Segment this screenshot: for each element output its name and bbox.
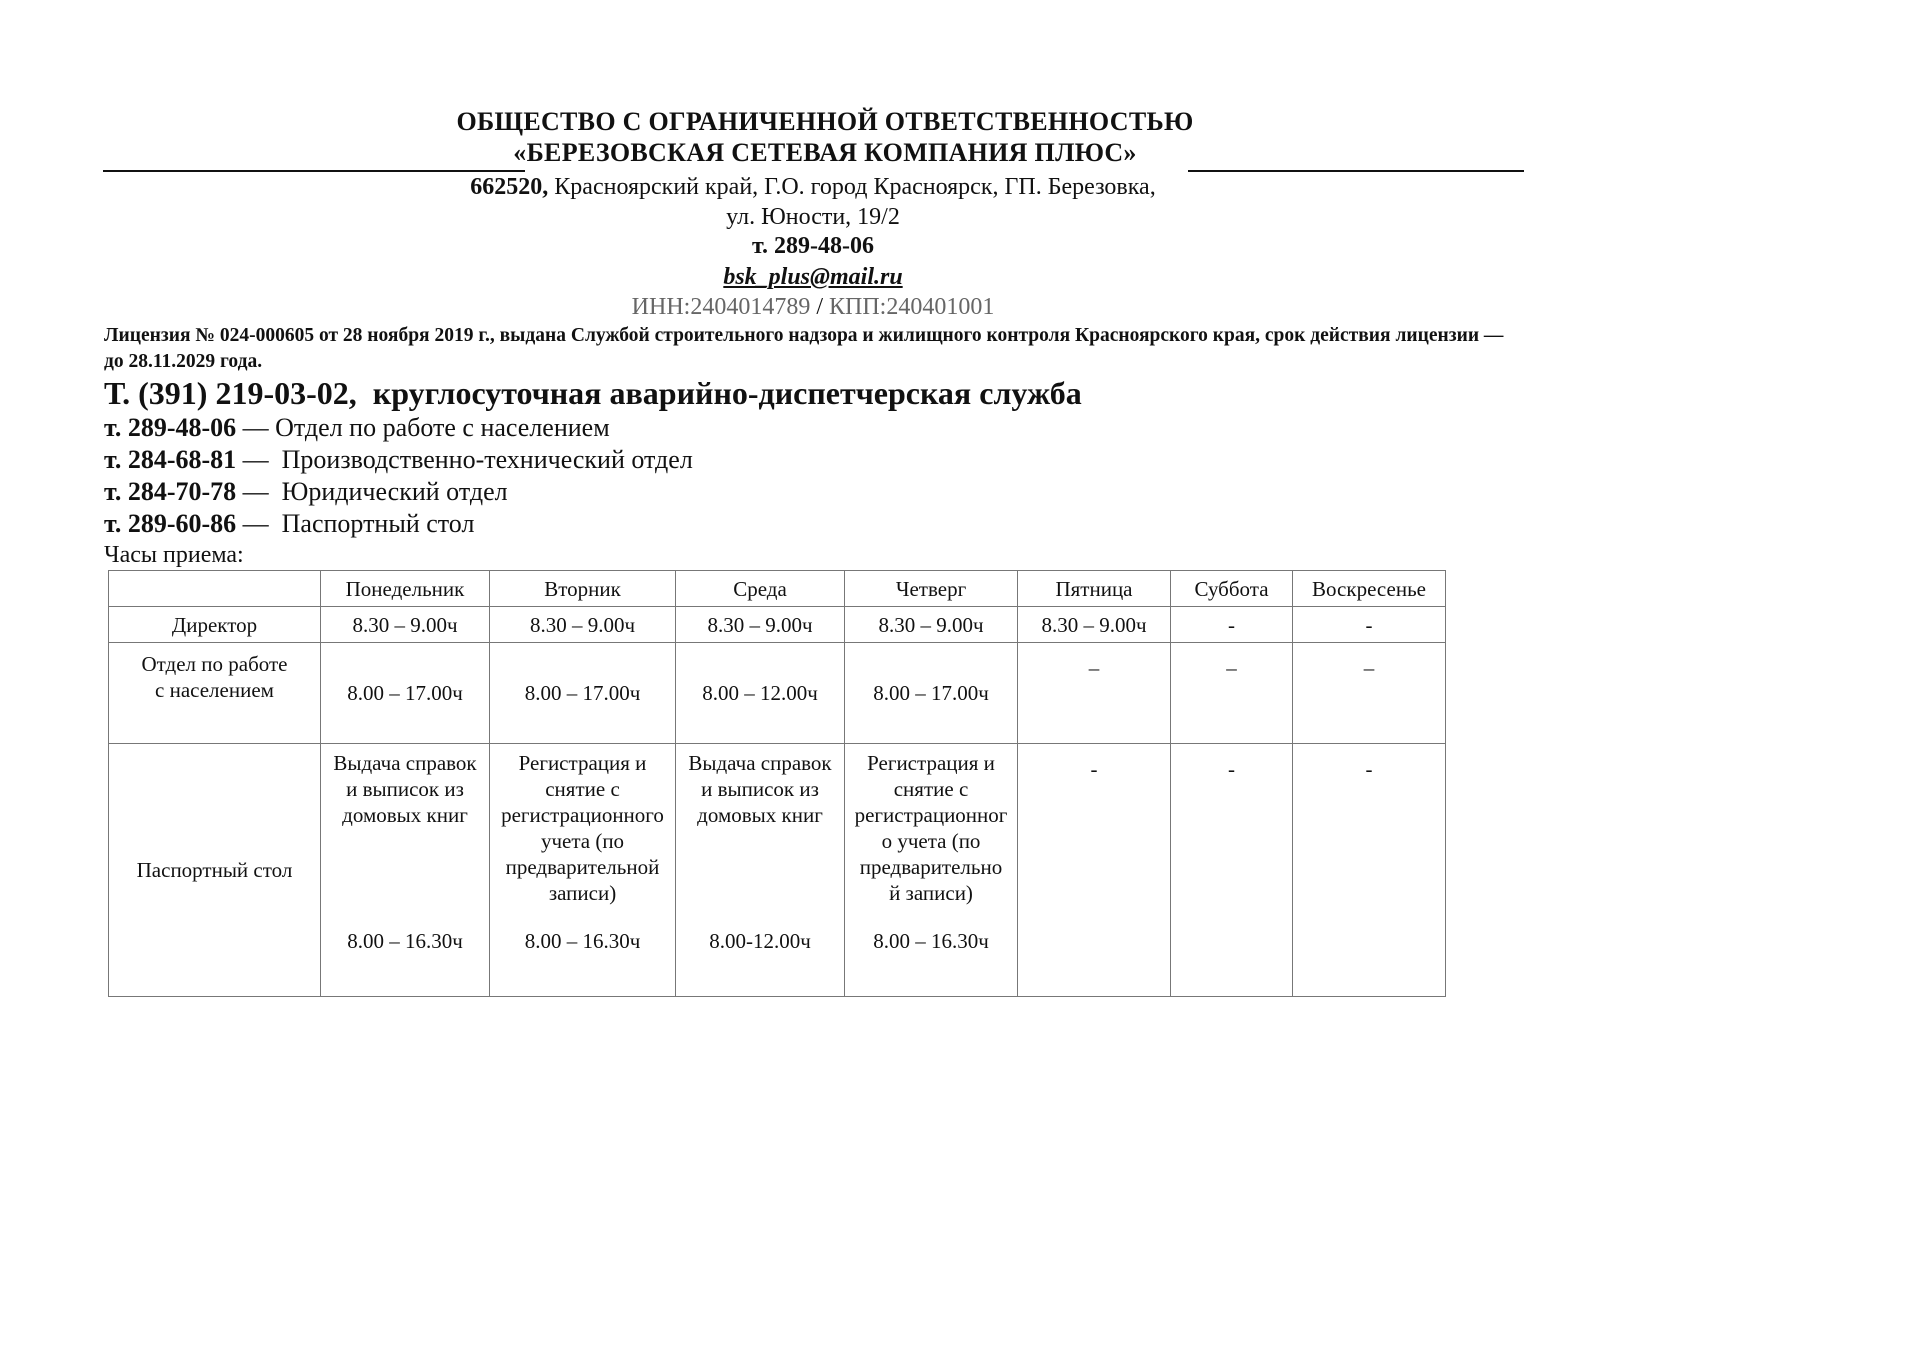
day-header: Понедельник: [321, 571, 490, 607]
cell-line: домовых книг: [697, 803, 823, 827]
cell-line: и выписок из: [346, 777, 464, 801]
inn-kpp-separator: /: [810, 294, 829, 320]
address-rest: Красноярский край, Г.О. город Красноярск, ГП. Березовка,: [548, 174, 1156, 200]
table-cell: 8.30 – 9.00ч: [845, 607, 1018, 643]
phone-number: т. 284-70-78: [104, 477, 237, 506]
address-line-1: [330, 172, 1296, 202]
row-label: Директор: [109, 607, 321, 643]
header-empty-cell: [109, 571, 321, 607]
phone-row: [104, 412, 610, 444]
schedule-table: [108, 570, 1446, 997]
table-row-passport: [109, 744, 1446, 997]
cell-line: записи): [548, 881, 617, 905]
cell-line: й записи): [889, 881, 973, 905]
table-cell: [676, 744, 845, 997]
table-cell: 8.30 – 9.00ч: [490, 607, 676, 643]
phone-dash: —: [236, 509, 282, 538]
table-cell: 8.30 – 9.00ч: [321, 607, 490, 643]
phone-label: Паспортный стол: [281, 509, 475, 538]
license-text: Лицензия № 024-000605 от 28 ноября 2019 г., выдана Службой строительного надзора и жилищного контроля Красноярского края, срок действия лицензии — до 28.11.2029 года.: [104, 325, 1504, 372]
day-header: Пятница: [1018, 571, 1171, 607]
org-name-line-2: «БЕРЕЗОВСКАЯ СЕТЕВАЯ КОМПАНИЯ ПЛЮС»: [513, 138, 1137, 167]
cell-time: 8.00-12.00ч: [709, 929, 811, 953]
org-name-line-1: ОБЩЕСТВО С ОГРАНИЧЕННОЙ ОТВЕТСТВЕННОСТЬЮ: [456, 107, 1194, 136]
table-cell: 8.30 – 9.00ч: [676, 607, 845, 643]
table-cell: -: [1293, 744, 1446, 997]
phone-label: Производственно-технический отдел: [281, 445, 693, 474]
phone-row: [104, 476, 508, 508]
postcode: 662520,: [470, 174, 549, 200]
table-cell: -: [1018, 744, 1171, 997]
cell-line: снятие с: [545, 777, 620, 801]
cell-time: 8.00 – 16.30ч: [873, 929, 989, 953]
table-cell: –: [1293, 643, 1446, 744]
table-cell: [845, 744, 1018, 997]
table-cell: –: [1018, 643, 1171, 744]
phone-number: т. 284-68-81: [104, 445, 237, 474]
table-cell: [321, 744, 490, 997]
day-header: Вторник: [490, 571, 676, 607]
kpp: КПП:240401001: [829, 294, 995, 320]
cell-line: Регистрация и: [518, 751, 647, 775]
row-label: [109, 643, 321, 744]
emergency-phone: Т. (391) 219-03-02, круглосуточная аварийно-диспетчерская служба: [104, 375, 1082, 411]
table-cell: -: [1171, 607, 1293, 643]
email-link[interactable]: bsk_plus@mail.ru: [723, 264, 903, 290]
table-cell: -: [1293, 607, 1446, 643]
table-cell: 8.00 – 12.00ч: [676, 643, 845, 744]
row-label: Паспортный стол: [109, 744, 321, 997]
cell-line: о учета (по: [881, 829, 981, 853]
table-cell: –: [1171, 643, 1293, 744]
day-header: Четверг: [845, 571, 1018, 607]
phone-dash: —: [236, 477, 282, 506]
table-header-row: [109, 571, 1446, 607]
cell-line: снятие с: [893, 777, 969, 801]
table-cell: -: [1171, 744, 1293, 997]
cell-line: домовых книг: [342, 803, 468, 827]
phone-row: [104, 508, 474, 540]
phone-row: [104, 444, 693, 476]
main-phone: т. 289-48-06: [752, 233, 874, 259]
table-cell: 8.00 – 17.00ч: [490, 643, 676, 744]
phone-number: т. 289-60-86: [104, 509, 237, 538]
cell-line: предварительной: [505, 855, 660, 879]
cell-line: учета (по: [540, 829, 625, 853]
cell-line: Выдача справок: [333, 751, 477, 775]
table-cell: [490, 744, 676, 997]
table-row-director: [109, 607, 1446, 643]
row-label-line: Отдел по работе: [141, 652, 288, 676]
phone-label: Отдел по работе с населением: [275, 413, 610, 442]
cell-line: Регистрация и: [867, 751, 995, 775]
cell-time: 8.00 – 16.30ч: [524, 929, 641, 953]
inn-kpp-line: [330, 292, 1296, 322]
table-row-otdel: [109, 643, 1446, 744]
table-cell: 8.00 – 17.00ч: [321, 643, 490, 744]
inn: ИНН:2404014789: [631, 294, 811, 320]
day-header: Среда: [676, 571, 845, 607]
cell-line: Выдача справок: [688, 751, 832, 775]
day-header: Суббота: [1171, 571, 1293, 607]
cell-line: регистрационног: [854, 803, 1008, 827]
phone-dash: —: [236, 445, 282, 474]
hours-label: Часы приема:: [104, 542, 244, 568]
phone-number: т. 289-48-06: [104, 413, 237, 442]
cell-line: регистрационного: [501, 803, 664, 827]
address-line-2: ул. Юности, 19/2: [726, 204, 900, 230]
cell-line: и выписок из: [701, 777, 819, 801]
phone-dash: —: [236, 413, 276, 442]
row-label-line: с населением: [155, 678, 274, 702]
table-cell: 8.00 – 17.00ч: [845, 643, 1018, 744]
phone-label: Юридический отдел: [281, 477, 508, 506]
cell-line: предварительно: [859, 855, 1003, 879]
cell-time: 8.00 – 16.30ч: [347, 929, 463, 953]
day-header: Воскресенье: [1293, 571, 1446, 607]
table-cell: 8.30 – 9.00ч: [1018, 607, 1171, 643]
